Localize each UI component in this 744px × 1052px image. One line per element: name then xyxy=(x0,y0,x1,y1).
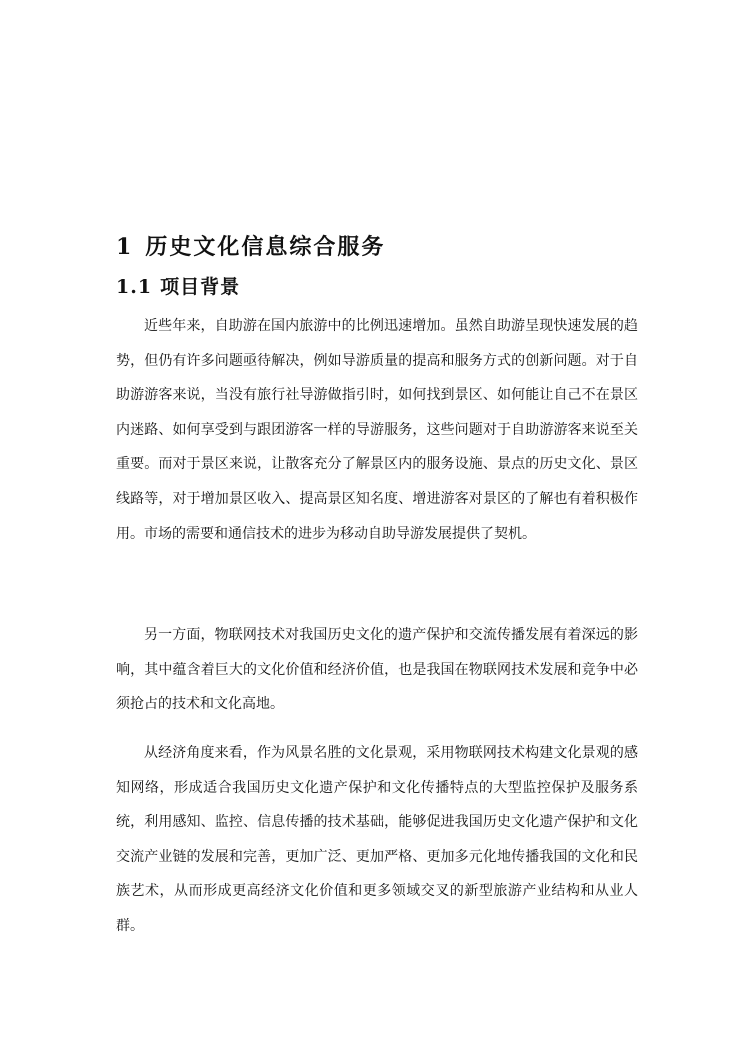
section-title: 历史文化信息综合服务 xyxy=(145,234,386,260)
paragraph-iot-impact: 另一方面，物联网技术对我国历史文化的遗产保护和交流传播发展有着深远的影响，其中蕴含着巨大的文化价值和经济价值，也是我国在物联网技术发展和竞争中必须抢占的技术和文化高地。 xyxy=(116,627,638,713)
paragraph-economic-view: 从经济角度来看，作为风景名胜的文化景观，采用物联网技术构建文化景观的感知网络，形成适合我国历史文化遗产保护和文化传播特点的大型监控保护及服务系统，利用感知、监控、信息传播的技术基础，能够促进我国历史文化遗产保护和文化交流产业链的发展和完善，更加广泛、更加严格、更加多元化地传播我国的文化和民族艺术，从而形成更高经济文化价值和更多领域交叉的新型旅游产业结构和从业人群。 xyxy=(116,745,638,934)
section-heading xyxy=(116,230,385,261)
subsection-number: 1.1 xyxy=(116,276,153,298)
section-number: 1 xyxy=(116,234,134,260)
subsection-title: 项目背景 xyxy=(160,276,241,298)
paragraph-background: 近些年来，自助游在国内旅游中的比例迅速增加。虽然自助游呈现快速发展的趋势，但仍有许多问题亟待解决，例如导游质量的提高和服务方式的创新问题。对于自助游游客来说，当没有旅行社导游做指引时，如何找到景区、如何能让自己不在景区内迷路、如何享受到与跟团游客一样的导游服务，这些问题对于自助游游客来说至关重要。而对于景区来说，让散客充分了解景区内的服务设施、景点的历史文化、景区线路等，对于增加景区收入、提高景区知名度、增进游客对景区的了解也有着积极作用。市场的需要和通信技术的进步为移动自助导游发展提供了契机。 xyxy=(116,318,638,542)
subsection-heading xyxy=(116,272,240,299)
